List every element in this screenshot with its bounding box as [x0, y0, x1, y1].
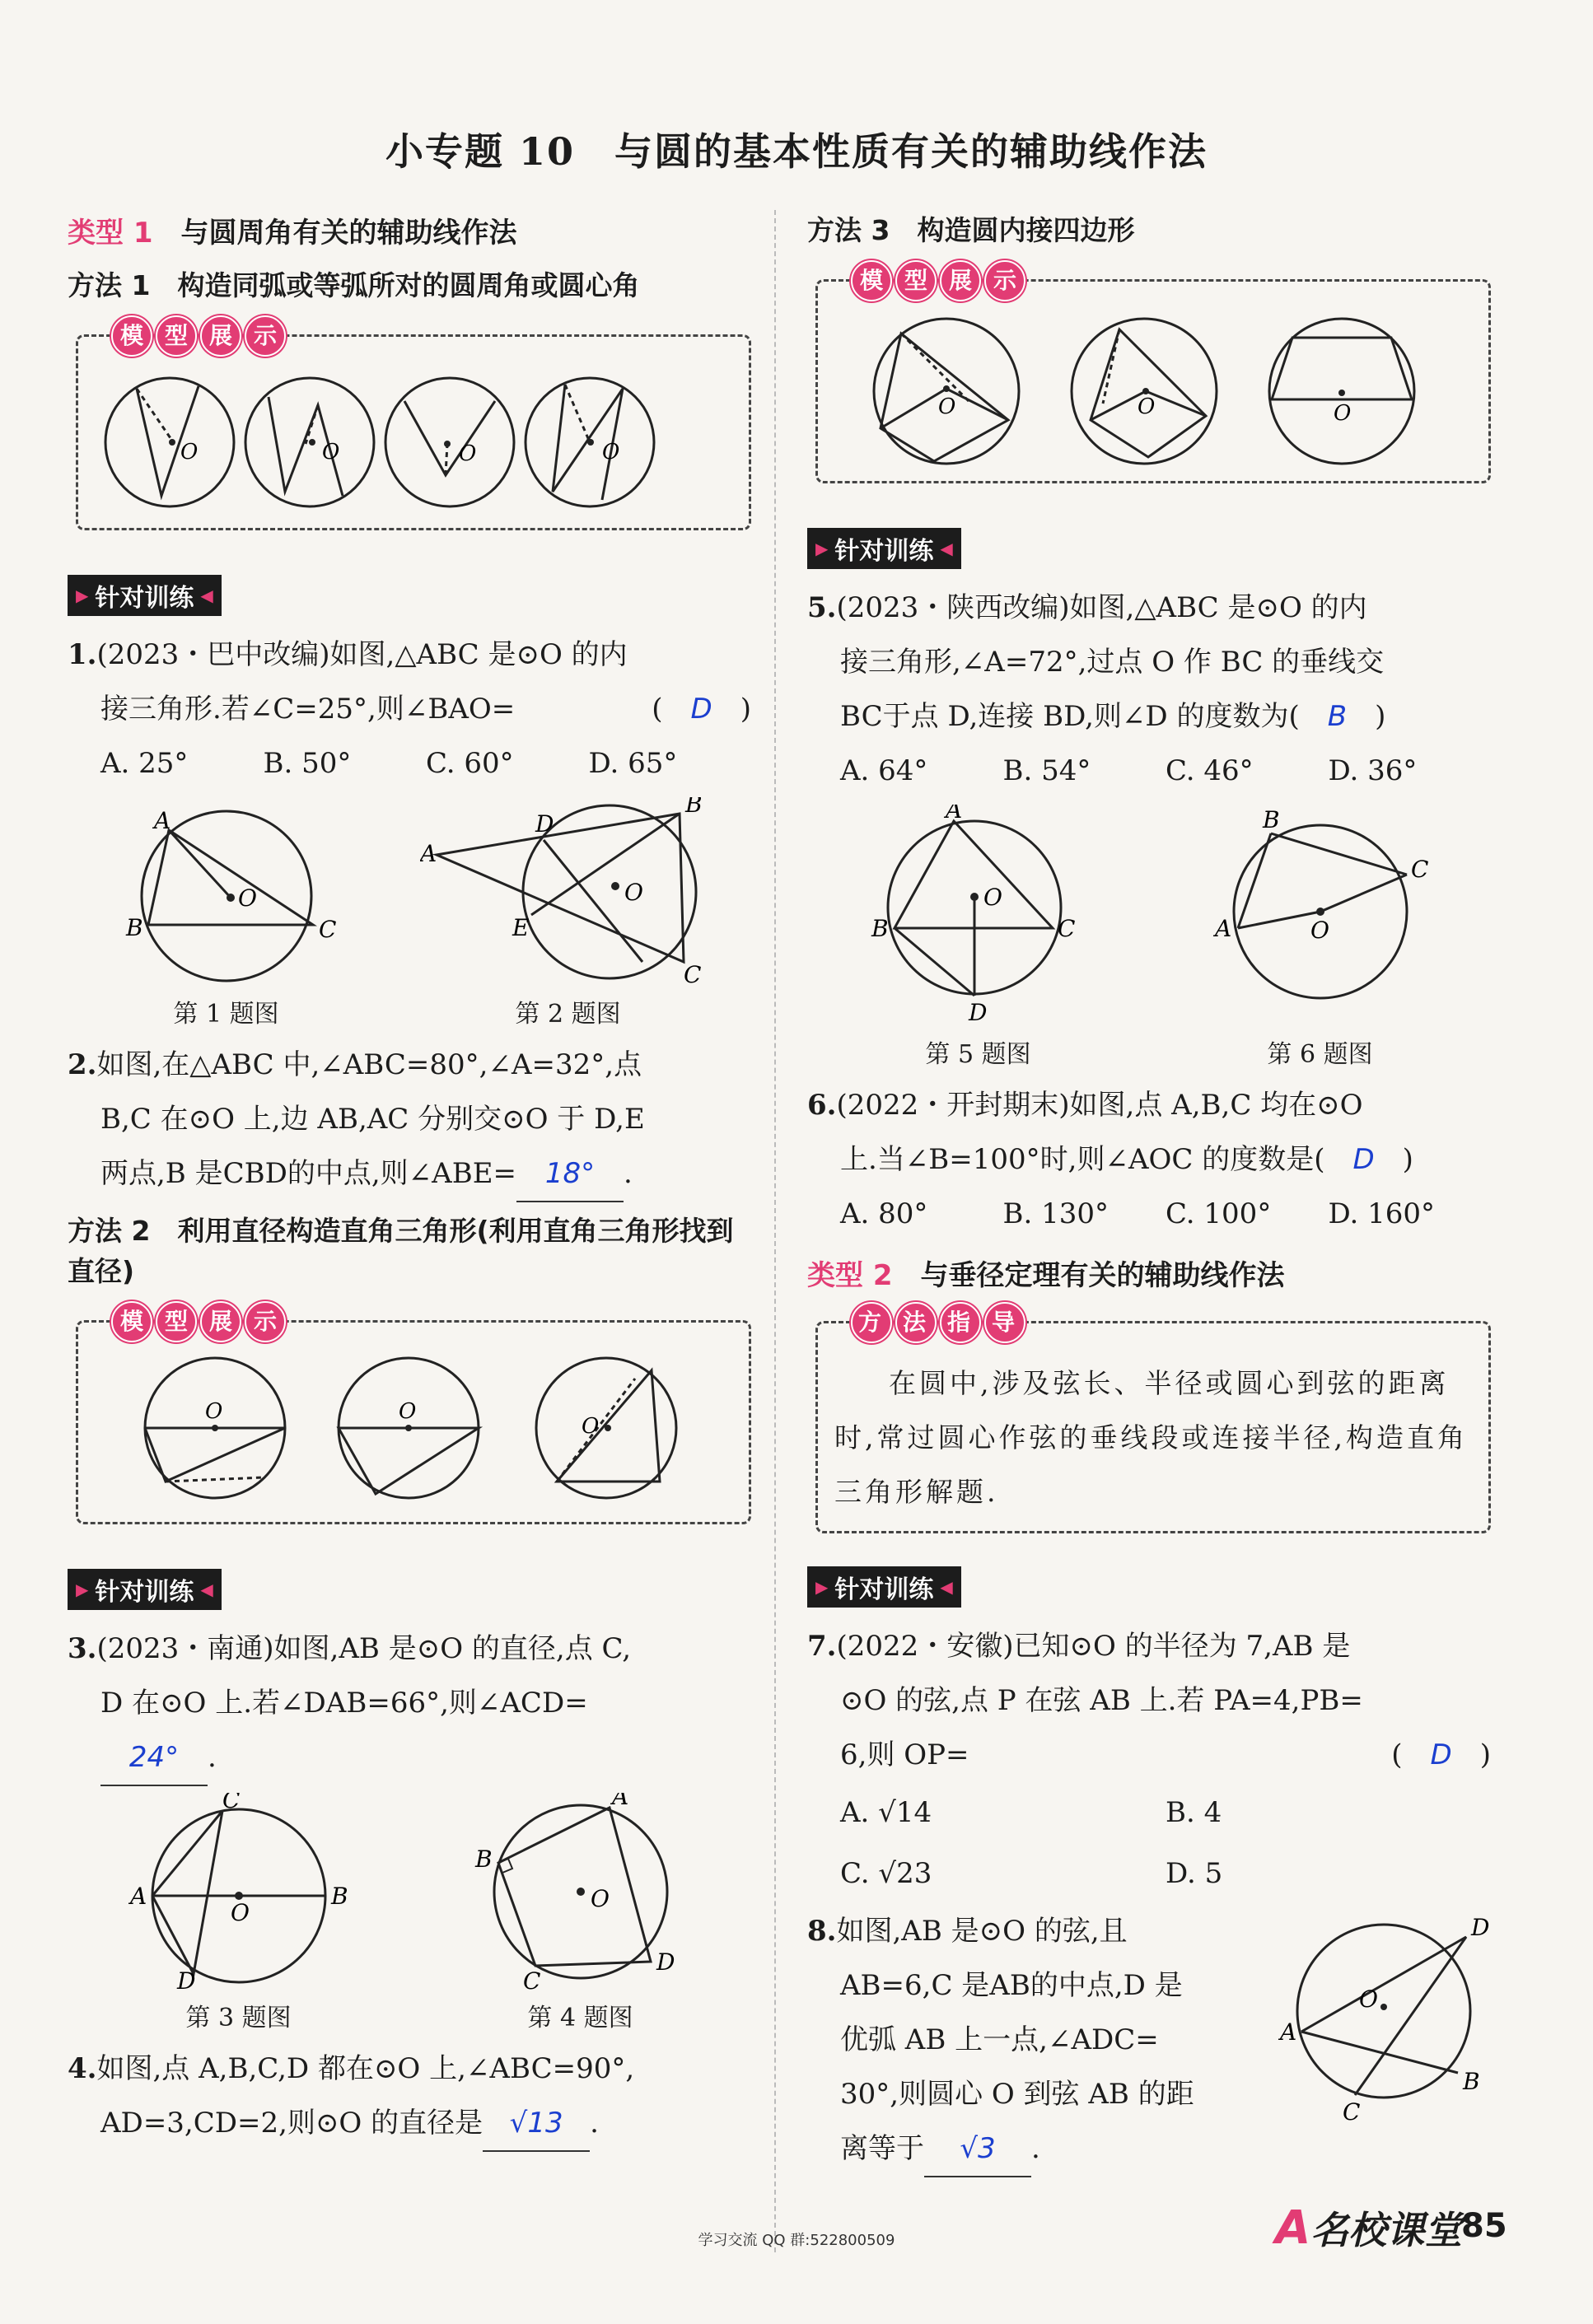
model1-figures — [91, 368, 734, 516]
question-6: 6.(2022・开封期末)如图,点 A,B,C 均在⊙O 上.当∠B=100°时,则∠AOC 的度数是( D ) — [807, 1088, 1413, 1176]
model-box-2: 模 型 展 示 O O O — [76, 1320, 751, 1524]
svg-text:B: B — [871, 914, 889, 942]
q2-answer: 18° — [516, 1146, 624, 1202]
type2-heading: 类型 2 与垂径定理有关的辅助线作法 — [807, 1258, 1285, 1292]
svg-text:D: D — [176, 1967, 195, 1990]
svg-text:D: D — [656, 1948, 675, 1976]
svg-text:C: C — [683, 960, 701, 987]
figure-2: A D B E C O 第 2 题图 — [420, 797, 717, 1029]
svg-text:A: A — [945, 804, 962, 824]
method1-heading: 方法 1 构造同弧或等弧所对的圆周角或圆心角 — [68, 269, 640, 301]
guide-text: 在圆中,涉及弦长、半径或圆心到弦的距离时,常过圆心作弦的垂线段或连接半径,构造直角三角形解题. — [834, 1366, 1468, 1508]
method2-heading: 方法 2 利用直径构造直角三角形(利用直角三角形找到直径) — [68, 1214, 734, 1287]
model-box-3: 模 型 展 示 O O O — [815, 279, 1491, 483]
svg-text:O: O — [230, 1898, 250, 1926]
svg-text:O: O — [1359, 1985, 1378, 2013]
page-number: 85 — [1461, 2207, 1507, 2245]
question-7: 7.(2022・安徽)已知⊙O 的半径为 7,AB 是 ⊙O 的弦,点 P 在弦 AB 上.若 PA=4,PB= 6,则 OP= ( D ) — [807, 1629, 1491, 1771]
train-label-1: ▶ 针对训练 ◀ — [68, 575, 222, 616]
guide-box — [815, 1308, 1491, 1533]
figure-8 — [1277, 1904, 1491, 2126]
q1-options: A. 25° B. 50° C. 60° D. 65° — [100, 746, 678, 780]
figure-1: A B C O 第 1 题图 — [125, 806, 336, 1029]
svg-text:O: O — [590, 1884, 610, 1912]
figures-1-2 — [68, 797, 751, 1029]
model-box-1 — [76, 321, 751, 530]
question-5: 5.(2023・陕西改编)如图,△ABC 是⊙O 的内 接三角形,∠A=72°,过点 O 作 BC 的垂线交 BC于点 D,连接 BD,则∠D 的度数为( B ) — [807, 590, 1386, 733]
svg-text:D: D — [1471, 1913, 1490, 1941]
svg-text:A: A — [153, 806, 171, 834]
question-8-block — [807, 1904, 1491, 2177]
q3-answer: 24° — [100, 1730, 208, 1786]
svg-text:C: C — [1057, 914, 1075, 942]
train-label-2: ▶ 针对训练 ◀ — [68, 1569, 222, 1610]
figures-5-6 — [807, 805, 1491, 1070]
svg-text:O: O — [938, 394, 956, 419]
q6-options: A. 80° B. 130° C. 100° D. 160° — [840, 1197, 1436, 1230]
question-4: 4.如图,点 A,B,C,D 都在⊙O 上,∠ABC=90°, AD=3,CD=2,则⊙O 的直径是 √13 . — [68, 2042, 751, 2152]
svg-text:O: O — [399, 1398, 417, 1424]
type1-heading: 类型 1 与圆周角有关的辅助线作法 — [68, 217, 517, 250]
q7-options: A. √14 B. 4 C. √23 D. 5 — [840, 1795, 1223, 1890]
figure-5: A B C D O 第 5 题图 — [863, 805, 1094, 1070]
svg-text:O: O — [205, 1398, 223, 1424]
svg-text:O: O — [582, 1413, 600, 1439]
svg-text:C: C — [1410, 855, 1428, 883]
figures-3-4 — [68, 1793, 751, 2033]
q7-answer: D — [1430, 1738, 1452, 1771]
svg-text:C: C — [222, 1792, 240, 1813]
svg-text:O: O — [602, 439, 620, 464]
method3-heading: 方法 3 构造圆内接四边形 — [807, 214, 1135, 246]
svg-text:B: B — [1262, 805, 1280, 833]
svg-text:O: O — [180, 439, 199, 464]
svg-text:C: C — [522, 1967, 540, 1990]
svg-text:O: O — [237, 884, 257, 912]
q5-options: A. 64° B. 54° C. 46° D. 36° — [840, 754, 1418, 787]
svg-text:O: O — [1310, 916, 1329, 944]
svg-text:B: B — [1463, 2067, 1480, 2095]
svg-text:B: B — [474, 1845, 493, 1873]
q1-answer: D — [690, 692, 712, 726]
svg-text:A: A — [419, 839, 437, 867]
guide-label: 方 法 指 导 — [851, 1302, 1025, 1343]
question-3: 3.(2023・南通)如图,AB 是⊙O 的直径,点 C, D 在⊙O 上.若∠DAB=66°,则∠ACD= 24° . — [68, 1622, 751, 1786]
model3-figures — [831, 313, 1474, 469]
brand-logo: A名校课堂 — [1275, 2201, 1463, 2255]
figure-6: B A C O 第 6 题图 — [1205, 805, 1436, 1070]
question-8: 8.如图,AB 是⊙O 的弦,且 AB=6,C 是AB的中点,D 是 优弧 AB 上一点,∠ADC= 30°,则圆心 O 到弦 AB 的距 离等于 √3 . — [807, 1904, 1277, 2177]
svg-text:B: B — [125, 913, 143, 941]
svg-text:C: C — [1343, 2098, 1361, 2126]
model-label: 模 型 展 示 — [111, 315, 286, 357]
svg-text:A: A — [1214, 914, 1231, 942]
svg-text:A: A — [611, 1792, 628, 1810]
q4-answer: √13 — [483, 2096, 590, 2152]
svg-text:O: O — [1138, 394, 1156, 419]
footer-qq: 学习交流 QQ 群:522800509 — [698, 2232, 895, 2249]
page-title: 小专题 10 与圆的基本性质有关的辅助线作法 — [385, 129, 1208, 174]
svg-text:O: O — [624, 878, 643, 906]
svg-text:O: O — [983, 883, 1002, 911]
svg-text:O: O — [459, 441, 477, 466]
figure-4: A B C D O 第 4 题图 — [457, 1793, 704, 2033]
q6-answer: D — [1352, 1142, 1375, 1176]
svg-text:E: E — [512, 913, 529, 941]
svg-text:C: C — [318, 915, 336, 943]
svg-text:O: O — [1334, 400, 1352, 426]
left-column — [68, 210, 751, 2152]
column-divider — [774, 210, 776, 2252]
question-2: 2.如图,在△ABC 中,∠ABC=80°,∠A=32°,点 B,C 在⊙O 上,边 AB,AC 分别交⊙O 于 D,E 两点,B 是CBD的中点,则∠ABE= 18° . — [68, 1038, 751, 1202]
question-1: 1.(2023・巴中改编)如图,△ABC 是⊙O 的内 接三角形.若∠C=25°,则∠BAO= ( D ) — [68, 637, 751, 726]
svg-text:A: A — [1280, 2018, 1297, 2046]
q5-answer: B — [1327, 699, 1348, 733]
svg-text:D: D — [535, 810, 554, 838]
train-label-4: ▶ 针对训练 ◀ — [807, 1566, 961, 1608]
right-column — [807, 210, 1491, 2177]
svg-text:D: D — [968, 998, 987, 1026]
q8-answer: √3 — [924, 2121, 1031, 2177]
figure-3: C A B O D 第 3 题图 — [115, 1793, 362, 2033]
train-label-3: ▶ 针对训练 ◀ — [807, 528, 961, 569]
svg-text:A: A — [129, 1882, 147, 1910]
model2-figures — [91, 1354, 734, 1510]
svg-text:O: O — [322, 439, 340, 464]
svg-text:B: B — [684, 796, 703, 818]
svg-text:B: B — [330, 1882, 348, 1910]
